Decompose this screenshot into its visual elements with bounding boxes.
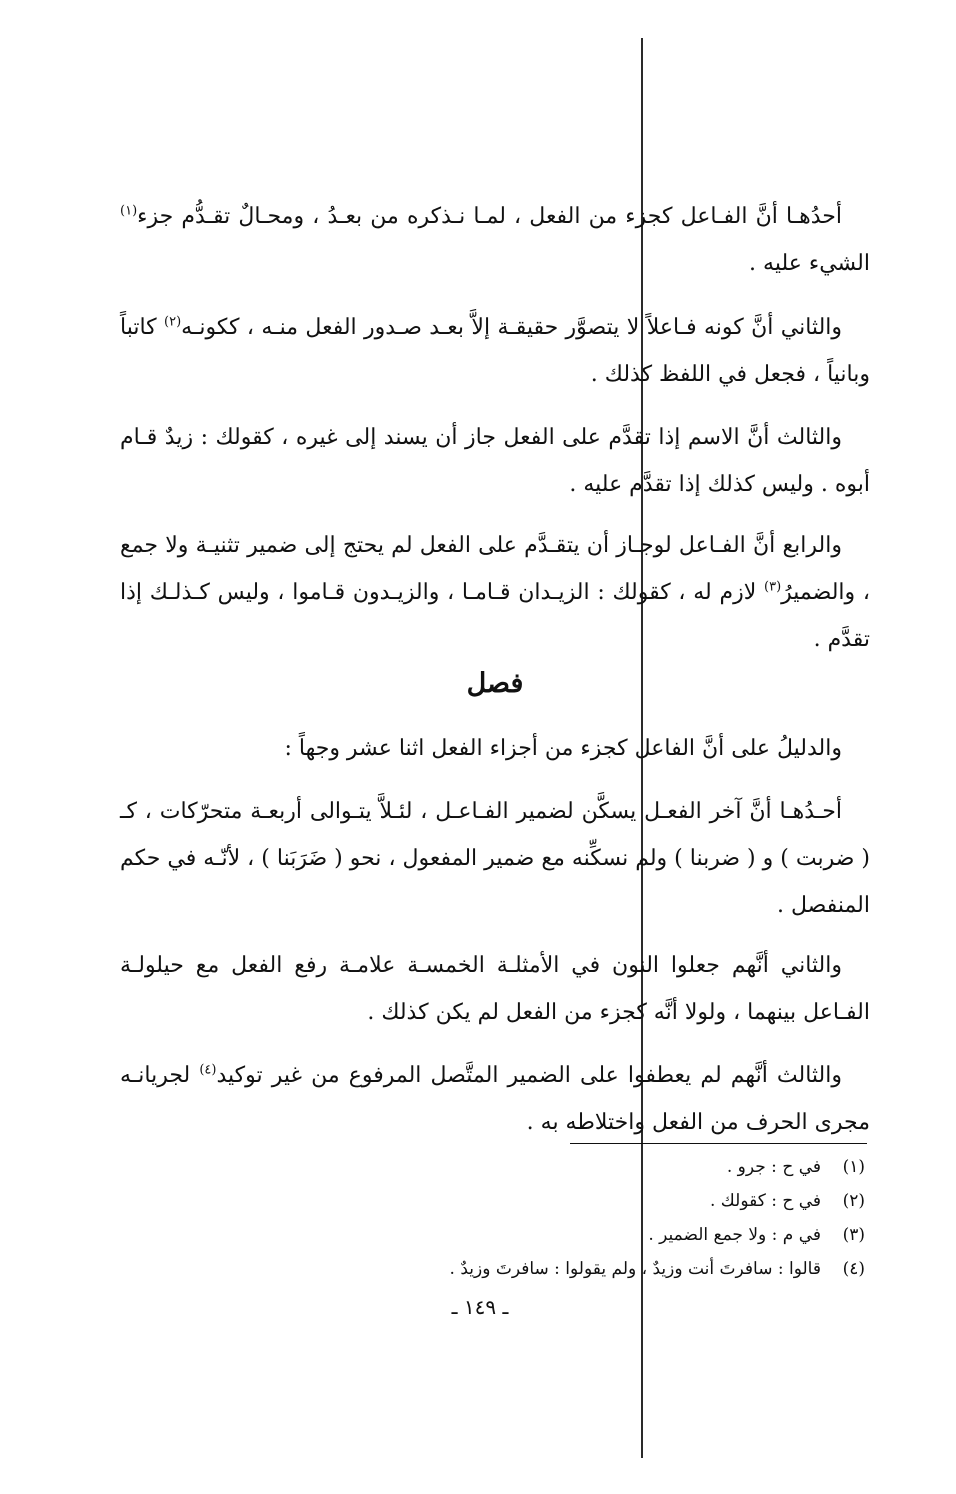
footnote-text: في ح : جرو .: [726, 1157, 821, 1177]
paragraph-5-text: والدليلُ على أنَّ الفاعل كجزء من أجزاء الفعل اثنا عشر وجهاً :: [284, 736, 842, 761]
paragraph-6: [120, 788, 870, 929]
paragraph-2-text-b: كاتباً وبانياً ، فجعل في اللفظ كذلك .: [120, 315, 870, 387]
section-heading: فصل: [466, 668, 524, 699]
footnote-ref-1: (١): [120, 203, 138, 219]
footnotes: [300, 1150, 865, 1286]
paragraph-2: [120, 304, 870, 398]
footnote-separator: [570, 1143, 867, 1144]
footnote-text: في م : ولا جمع الضمير .: [648, 1225, 821, 1245]
footnote-text: قالوا : سافرتَ أنت وزيدٌ ، ولم يقولوا : سافرتَ وزيدٌ .: [449, 1259, 821, 1279]
paragraph-2-text-a: والثاني أنَّ كونه فـاعلاً لا يتصوَّر حقيقـة إلاَّ بعـد صـدور الفعل منـه ، ككونـه: [181, 315, 843, 340]
paragraph-3: [120, 414, 870, 508]
footnote-1: [300, 1150, 865, 1184]
paragraph-8-text-b: لجريانـه مجرى الحرف من الفعل واختلاطه به .: [120, 1063, 870, 1135]
paragraph-3-text: والثالث أنَّ الاسم إذا تقدَّم على الفعل جاز أن يسند إلى غيره ، كقولك : زيدٌ قـام أبوه . وليس كذلك إذا تقدَّم عليه .: [120, 425, 870, 497]
paragraph-7-text: والثاني أنَّهم جعلوا النون في الأمثلـة الخمسـة علامـة رفع الفعل مع حيلولـة الفـاعل بينهما ، ولولا أنَّه كجزء من الفعل لم يكن كذلك .: [120, 953, 870, 1025]
footnote-number: (٢): [842, 1191, 865, 1211]
footnote-3: [300, 1218, 865, 1252]
footnote-ref-2: (٢): [164, 314, 182, 330]
paragraph-5: [120, 725, 870, 772]
paragraph-1-text-a: أحدُهـا أنَّ الفـاعل كجزء من الفعل ، لمـا نـذكره من بعـدُ ، ومحـالٌ تقـدُّم جزء: [137, 204, 842, 229]
footnote-number: (٣): [842, 1225, 865, 1245]
footnote-2: [300, 1184, 865, 1218]
paragraph-4-text-b: لازم له ، كقولك : الزيـدان قـامـا ، والزيـدون قـاموا ، وليس كـذلـك إذا تقدَّم .: [120, 580, 870, 652]
paragraph-4-text-a: والرابع أنَّ الفـاعل لوجـاز أن يتقـدَّم على الفعل لم يحتج إلى ضمير تثنيـة ولا جمع ، والضميرُ: [120, 533, 871, 605]
footnote-ref-3: (٣): [764, 579, 782, 595]
paragraph-1: [120, 193, 870, 287]
paragraph-8-text-a: والثالث أنَّهم لم يعطفوا على الضمير المتَّصل المرفوع من غير توكيد: [216, 1063, 842, 1088]
paragraph-4: [120, 522, 870, 663]
footnote-number: (٤): [842, 1259, 865, 1279]
footnote-ref-4: (٤): [199, 1062, 217, 1078]
paragraph-6-text: أحـدُهـا أنَّ آخر الفعـل يسكَّن لضمير الفـاعـل ، لئـلاَّ يتـوالى أربعـة متحرّكات ، كـ ( ضربت ) و ( ضربنا ) ولم نسكِّنه مع ضمير المفعول ، نحو ( ضَرَبَنا ) ، لأنّـه في حكم المنفصل .: [120, 799, 870, 918]
footnote-number: (١): [842, 1157, 865, 1177]
paragraph-7: [120, 942, 870, 1036]
footnote-text: في ح : كقولك .: [710, 1191, 821, 1211]
footnote-4: [300, 1252, 865, 1286]
paragraph-8: [120, 1052, 870, 1146]
page-number: ـ ١٤٩ ـ: [451, 1295, 509, 1319]
paragraph-1-text-b: الشيء عليه .: [749, 251, 870, 276]
